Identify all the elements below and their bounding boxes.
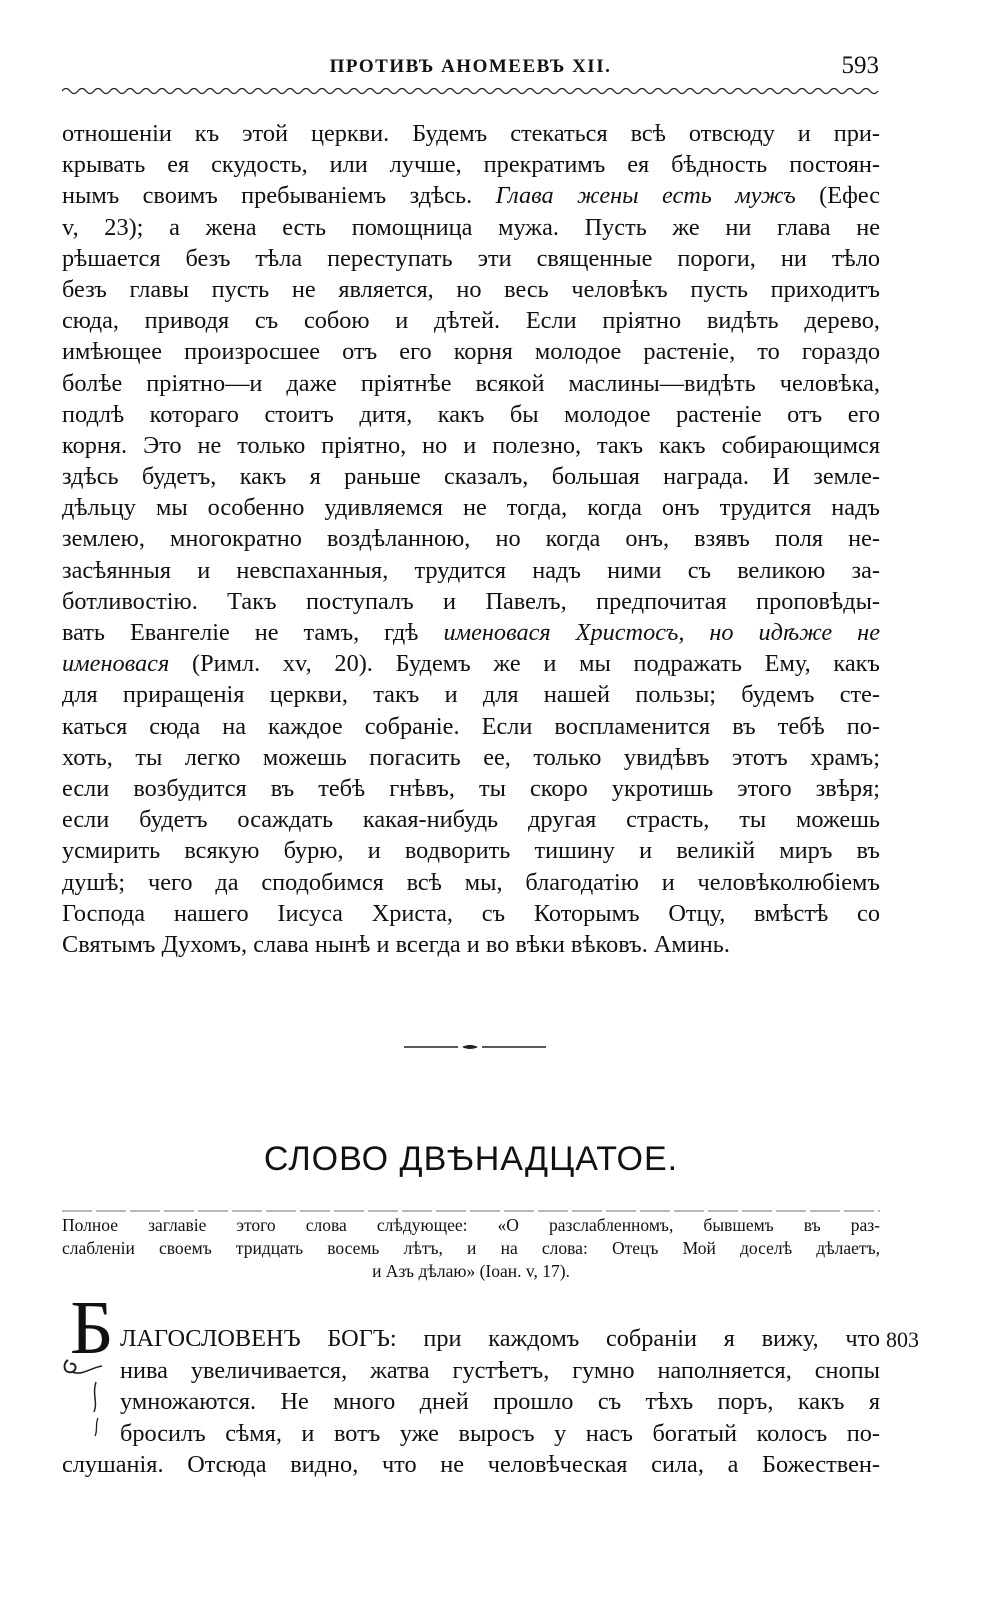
text-line: v, 23); а жена есть помощница мужа. Пусть же ни глава не: [62, 213, 880, 241]
subtitle-line: слабленіи своемъ тридцать восемь лѣтъ, и на слова: Отецъ Мой доселѣ дѣлаетъ,: [62, 1238, 880, 1258]
text-line: если будетъ осаждать какая-нибудь другая страсть, ты можешь: [62, 806, 880, 834]
text-line: Святымъ Духомъ, слава нынѣ и всегда и во вѣки вѣковъ. Аминь.: [62, 930, 730, 958]
opening-line: ЛАГОСЛОВЕНЪ БОГЪ: при каждомъ собраніи я вижу, что: [120, 1325, 880, 1352]
text-line: болѣе пріятно—и даже пріятнѣе всякой маслины—видѣть человѣка,: [62, 369, 880, 397]
scripture-quote: именовася: [62, 650, 170, 678]
header-wavy-rule: [62, 86, 879, 96]
text-line: каться сюда на каждое собраніе. Если воспламенится въ тебѣ по-: [62, 712, 880, 740]
text-line: усмирить всякую бурю, и водворить тишину и великій миръ въ: [62, 837, 880, 865]
text-line: отношеніи къ этой церкви. Будемъ стекаться всѣ отвсюду и при-: [62, 120, 880, 147]
page-number: 593: [841, 52, 879, 79]
text-line-with-italic: именовася (Римл. xv, 20). Будемъ же и мы подражать Ему, какъ: [62, 650, 880, 678]
opening-line: слушанія. Отсюда видно, что не человѣческая сила, а Божествен-: [62, 1451, 880, 1478]
drop-cap-letter: Б: [70, 1286, 114, 1370]
running-title: ПРОТИВЪ АНОМЕЕВЪ XII.: [329, 56, 612, 77]
scripture-quote: именовася Христосъ, но идѣже не: [443, 619, 880, 646]
text-line: если возбудится въ тебѣ гнѣвъ, ты скоро укротишь этого звѣря;: [62, 774, 880, 802]
opening-line: нива увеличивается, жатва густѣетъ, гумно наполняется, снопы: [120, 1356, 880, 1384]
text-line: хоть, ты легко можешь погасить ее, только увидѣвъ этотъ храмъ;: [62, 743, 880, 771]
section-subtitle: [62, 1214, 880, 1283]
text-line: Господа нашего Іисуса Христа, съ Которымъ Отцу, вмѣстѣ со: [62, 899, 880, 927]
running-head: [62, 52, 879, 86]
opening-line: умножаются. Не много дней прошло съ тѣхъ поръ, какъ я: [120, 1388, 880, 1415]
subtitle-line: и Азъ дѣлаю» (Іоан. v, 17).: [372, 1261, 570, 1281]
opening-line: бросилъ сѣмя, и вотъ уже выросъ у насъ богатый колосъ по-: [120, 1419, 880, 1447]
scripture-quote: Глава жены есть мужъ: [495, 182, 796, 210]
text-line: рѣшается безъ тѣла переступать эти священные пороги, ни тѣло: [62, 244, 880, 272]
text-line: здѣсь будетъ, какъ я раньше сказалъ, большая награда. И земле-: [62, 463, 880, 491]
subtitle-line: Полное заглавіе этого слова слѣдующее: «О разслабленномъ, бывшемъ въ раз-: [62, 1215, 880, 1235]
text-line: корня. Это не только пріятно, но и полезно, такъ какъ собирающимся: [62, 431, 880, 459]
text-line-with-italic: вать Евангеліе не тамъ, гдѣ именовася Христосъ, но идѣже не: [62, 619, 880, 646]
text-line: землею, многократно воздѣланною, но когда онъ, взявъ поля не-: [62, 525, 880, 553]
text-line: засѣянныя и невспаханныя, трудится надъ ними съ великою за-: [62, 556, 880, 584]
text-line: для приращенія церкви, такъ и для нашей пользы; будемъ сте-: [62, 681, 880, 709]
text-line: душѣ; чего да сподобимся всѣ мы, благодатію и человѣколюбіемъ: [62, 868, 880, 896]
text-line: крывать ея скудость, или лучше, прекратимъ ея бѣдность постоян-: [62, 151, 880, 179]
section-divider-ornament: [400, 1040, 550, 1054]
text-line: безъ главы пусть не является, но весь человѣкъ пусть приходитъ: [62, 275, 880, 303]
body-text: [62, 118, 880, 960]
text-line: подлѣ котораго стоитъ дитя, какъ бы молодое растеніе отъ его: [62, 400, 880, 428]
opening-paragraph: [62, 1323, 880, 1481]
margin-page-reference: 803: [886, 1327, 919, 1352]
section-title: СЛОВО ДВѢНАДЦАТОЕ.: [263, 1140, 679, 1178]
text-line: имѣющее произросшее отъ его корня молодое растеніе, то гораздо: [62, 338, 880, 366]
text-line: дѣльцу мы особенно удивляемся не тогда, когда онъ трудится надъ: [62, 494, 880, 522]
text-line-with-italic: нымъ своимъ пребываніемъ здѣсь. Глава жены есть мужъ (Ефес: [62, 182, 881, 210]
text-line: сюда, приводя съ собою и дѣтей. Если пріятно видѣть дерево,: [62, 307, 880, 335]
text-line: ботливостію. Такъ поступалъ и Павелъ, предпочитая проповѣды-: [62, 587, 880, 615]
